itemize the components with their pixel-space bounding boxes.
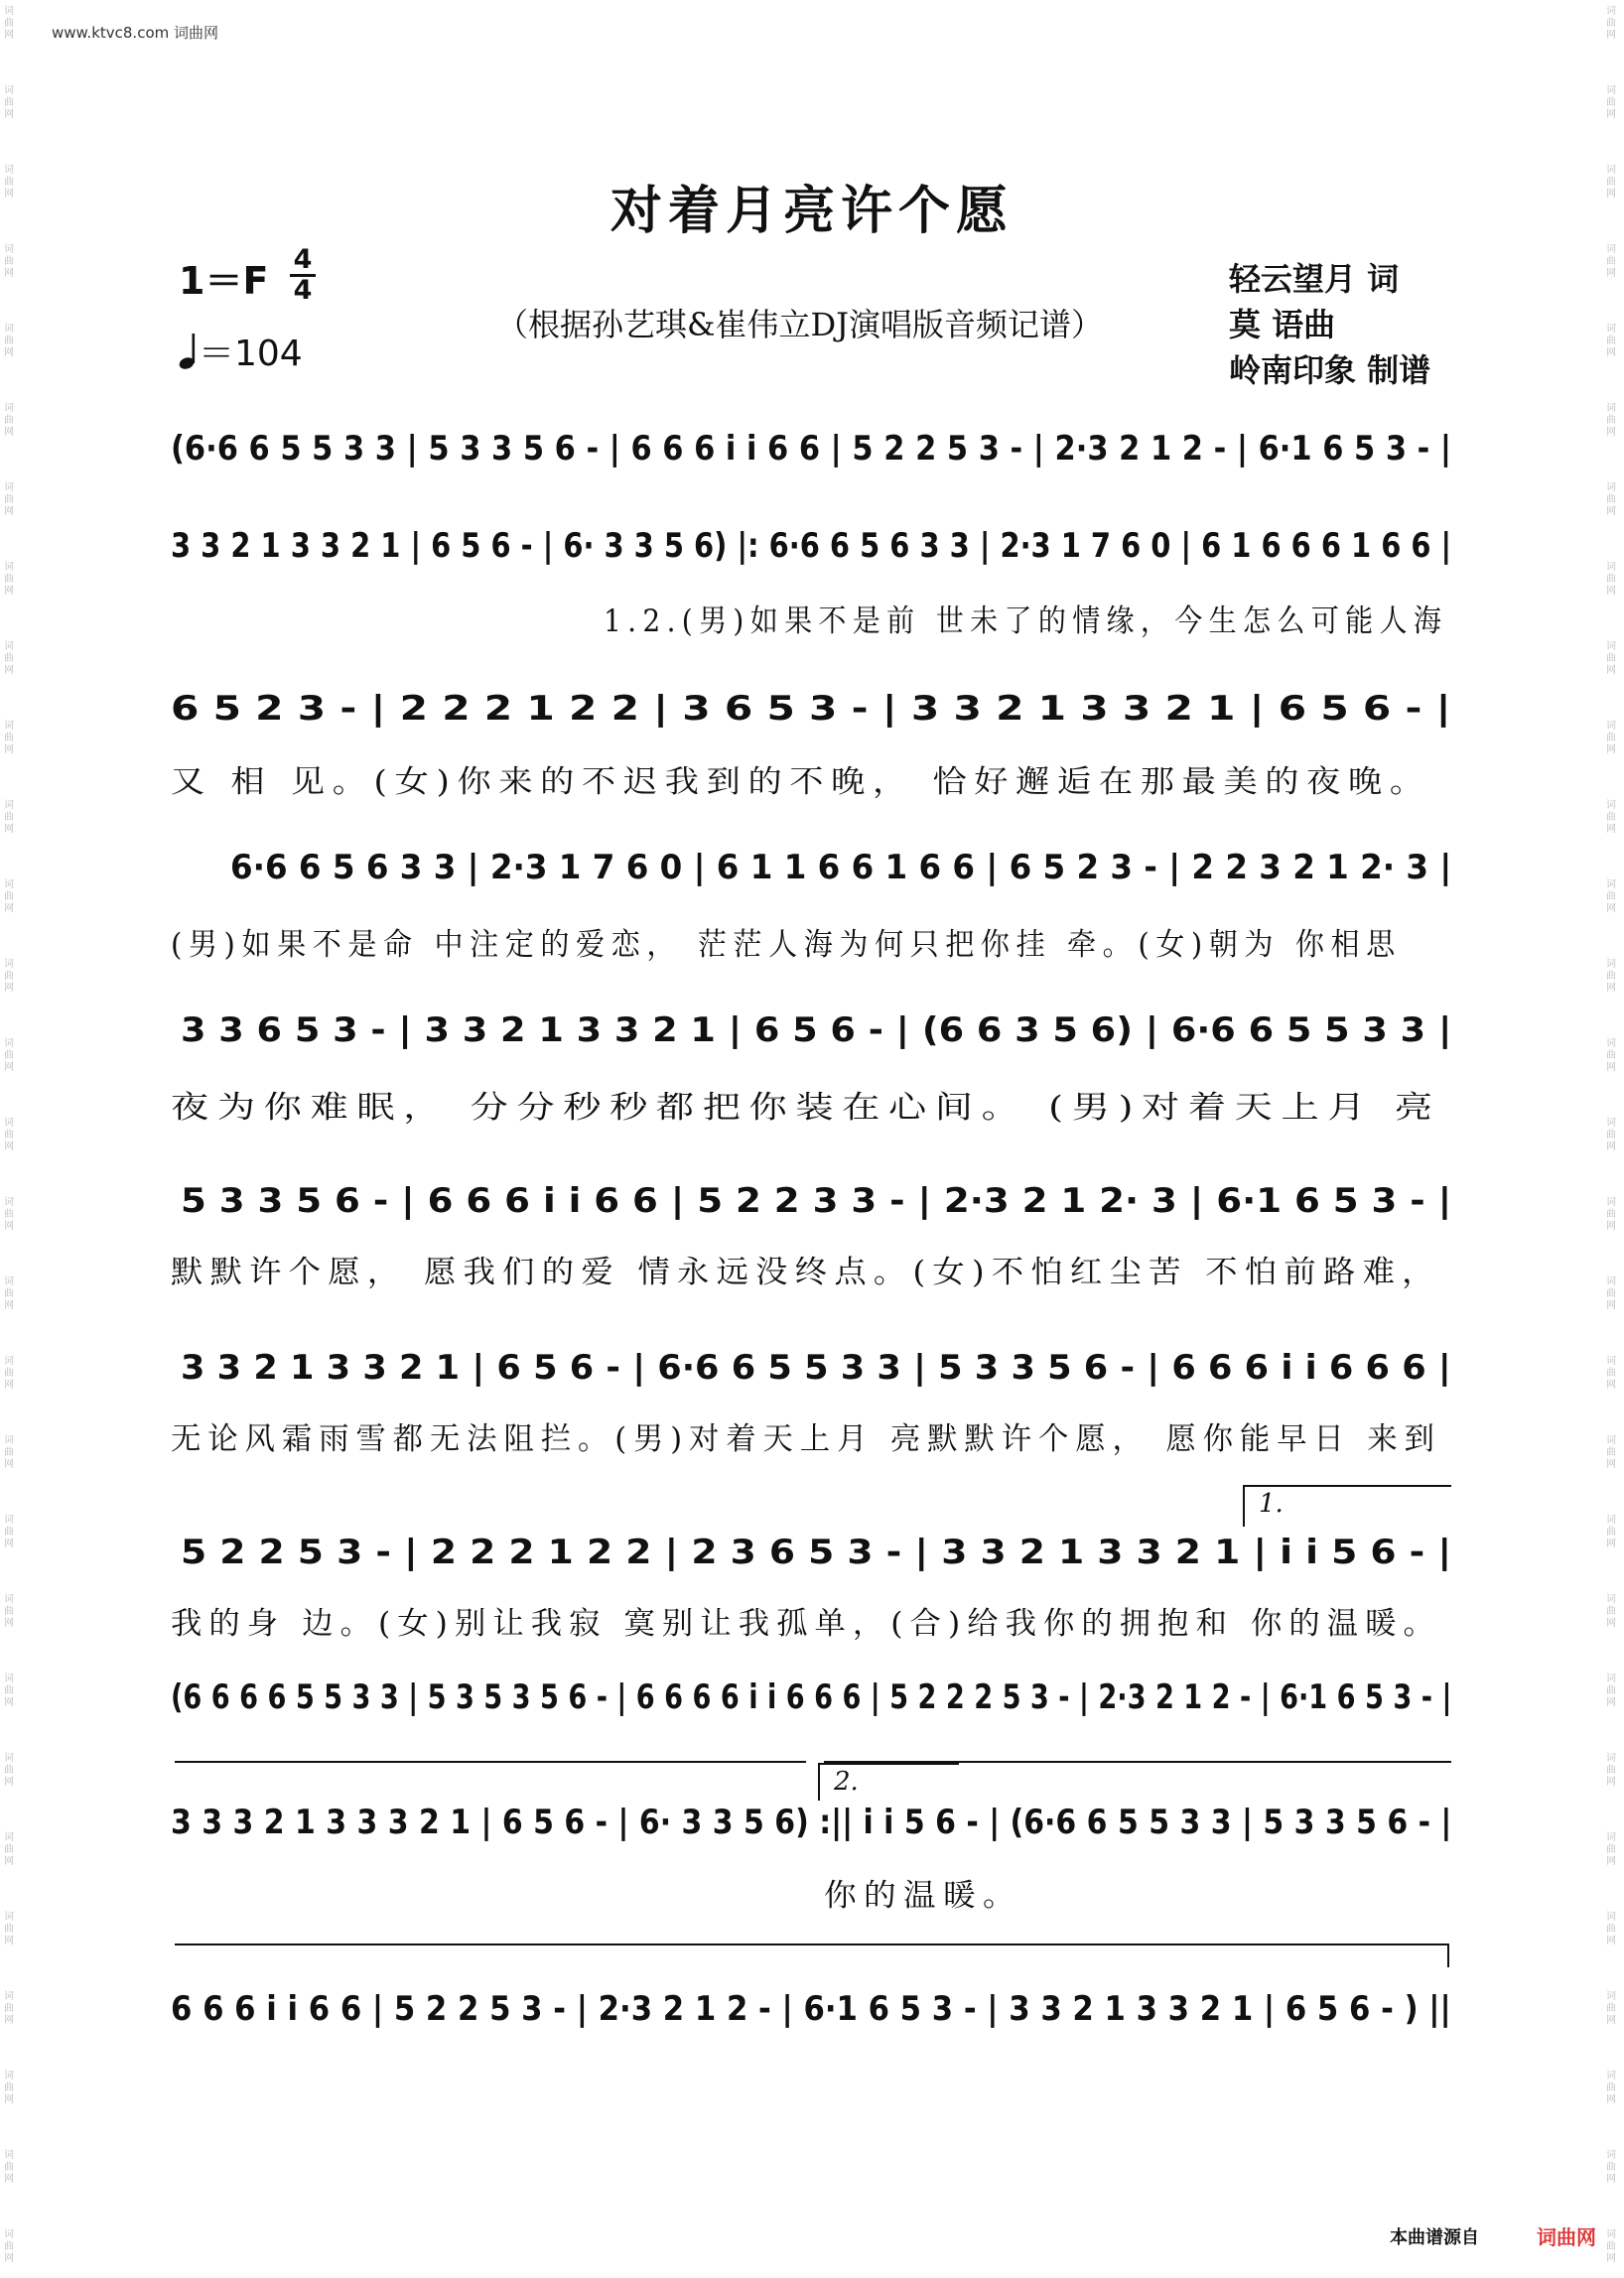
side-watermark-mark: 词曲网 (4, 800, 14, 835)
first-ending-number: 1. (1259, 1489, 1284, 1519)
side-watermark-mark: 词曲网 (1606, 1912, 1616, 1946)
side-watermark-mark: 词曲网 (4, 1594, 14, 1629)
lyric-line-6: 默默许个愿， 愿我们的爱 情永远没终点。(女)不怕红尘苦 不怕前路难， (171, 1255, 1441, 1290)
side-watermark-mark: 词曲网 (1606, 1276, 1616, 1311)
side-watermark-mark: 词曲网 (1606, 1991, 1616, 2026)
score-line-8: 5 2 2 5 3 - | 2 2 2 1 2 2 | 2 3 6 5 3 - | 3 3 2 1 3 3 2 1 | i i 5 6 - | (181, 1533, 1452, 1572)
side-watermark-mark: 词曲网 (1606, 6, 1616, 41)
side-watermark-mark: 词曲网 (4, 1991, 14, 2026)
right-watermark-strip (1602, 0, 1624, 2278)
side-watermark-mark: 词曲网 (4, 1674, 14, 1708)
side-watermark-mark: 词曲网 (4, 85, 14, 120)
lyric-line-7: 无论风霜雨雪都无法阻拦。(男)对着天上月 亮默默许个愿， 愿你能早日 来到 (171, 1421, 1441, 1457)
side-watermark-mark: 词曲网 (1606, 641, 1616, 676)
side-watermark-mark: 词曲网 (4, 1515, 14, 1549)
side-watermark-mark: 词曲网 (1606, 2150, 1616, 2185)
lyric-line-8: 我的身 边。(女)别让我寂 寞别让我孤单，(合)给我你的拥抱和 你的温暖。 (171, 1606, 1441, 1642)
side-watermark-mark: 词曲网 (1606, 85, 1616, 120)
side-watermark-mark: 词曲网 (1606, 165, 1616, 200)
side-watermark-mark: 词曲网 (4, 403, 14, 438)
side-watermark-mark: 词曲网 (4, 1356, 14, 1391)
side-watermark-mark: 词曲网 (1606, 1594, 1616, 1629)
quarter-note-icon (179, 332, 199, 371)
score-line-7: 3 3 2 1 3 3 2 1 | 6 5 6 - | 6·6 6 5 5 3 3 | 5 3 3 5 6 - | 6 6 6 i i 6 6 6 | (181, 1348, 1451, 1388)
side-watermark-mark: 词曲网 (1606, 959, 1616, 994)
side-watermark-mark: 词曲网 (4, 1197, 14, 1232)
side-watermark-mark: 词曲网 (1606, 879, 1616, 914)
first-ending-extension (175, 1761, 806, 1763)
tempo-value: ＝104 (199, 334, 303, 374)
side-watermark-mark: 词曲网 (4, 879, 14, 914)
side-watermark-mark: 词曲网 (4, 1276, 14, 1311)
time-signature (288, 246, 318, 305)
key-signature: 1＝F (179, 259, 269, 303)
composer-credit: 莫 语曲 (1229, 306, 1336, 343)
score-line-2: 3 3 2 1 3 3 2 1 | 6 5 6 - | 6· 3 3 5 6) |: 6·6 6 5 6 3 3 | 2·3 1 7 6 0 | 6 1 6 6 6 1 6 6 | (171, 526, 1452, 566)
page-title: 对着月亮许个愿 (609, 181, 1014, 241)
side-watermark-mark: 词曲网 (4, 959, 14, 994)
source-note: （根据孙艺琪&崔伟立DJ演唱版音频记谱） (496, 306, 1103, 343)
second-ending-number: 2. (834, 1767, 859, 1797)
side-watermark-mark: 词曲网 (4, 482, 14, 517)
lyric-line-4: (男)如果不是命 中注定的爱恋， 茫茫人海为何只把你挂 牵。(女)朝为 你相思 (171, 927, 1402, 963)
side-watermark-mark: 词曲网 (1606, 1753, 1616, 1788)
side-watermark-mark: 词曲网 (1606, 1356, 1616, 1391)
site-watermark: www.ktvc8.com 词曲网 (52, 24, 219, 42)
side-watermark-mark: 词曲网 (4, 6, 14, 41)
lyric-line-2: 1.2.(男)如果不是前 世未了的情缘，今生怎么可能人海 (604, 603, 1448, 639)
lyricist-credit: 轻云望月 词 (1229, 260, 1400, 298)
footer-brand-link[interactable]: 词曲网 (1537, 2225, 1596, 2249)
score-line-3: 6 5 2 3 - | 2 2 2 1 2 2 | 3 6 5 3 - | 3 3 2 1 3 3 2 1 | 6 5 6 - | (171, 689, 1451, 729)
lyric-line-3: 又 相 见。(女)你来的不迟我到的不晚， 恰好邂逅在那最美的夜晚。 (171, 764, 1431, 800)
lyric-line-5: 夜为你难眠， 分分秒秒都把你装在心间。 (男)对着天上月 亮 (171, 1090, 1441, 1126)
score-line-4: 6·6 6 5 6 3 3 | 2·3 1 7 6 0 | 6 1 1 6 6 1 6 6 | 6 5 2 3 - | 2 2 3 2 1 2· 3 | (230, 848, 1452, 887)
time-signature-bottom: 4 (293, 275, 313, 306)
side-watermark-mark: 词曲网 (1606, 2071, 1616, 2105)
side-watermark-mark: 词曲网 (4, 165, 14, 200)
side-watermark-mark: 词曲网 (1606, 482, 1616, 517)
side-watermark-mark: 词曲网 (1606, 2229, 1616, 2264)
time-signature-top: 4 (293, 244, 313, 275)
score-line-9: (6 6 6 6 5 5 3 3 | 5 3 5 3 5 6 - | 6 6 6 6 i i 6 6 6 | 5 2 2 2 5 3 - | 2·3 2 1 2 - | 6·1 6 5 3 - | (171, 1677, 1452, 1717)
side-watermark-mark: 词曲网 (1606, 1832, 1616, 1867)
side-watermark-mark: 词曲网 (1606, 1515, 1616, 1549)
score-line-5: 3 3 6 5 3 - | 3 3 2 1 3 3 2 1 | 6 5 6 - | (6 6 3 5 6) | 6·6 6 5 5 3 3 | (181, 1010, 1452, 1050)
side-watermark-mark: 词曲网 (1606, 800, 1616, 835)
side-watermark-mark: 词曲网 (1606, 1118, 1616, 1152)
side-watermark-mark: 词曲网 (4, 1912, 14, 1946)
side-watermark-mark: 词曲网 (1606, 562, 1616, 597)
side-watermark-mark: 词曲网 (4, 1038, 14, 1073)
side-watermark-mark: 词曲网 (1606, 1038, 1616, 1073)
second-ending-bracket (818, 1763, 959, 1801)
side-watermark-mark: 词曲网 (4, 1435, 14, 1470)
side-watermark-mark: 词曲网 (1606, 244, 1616, 279)
score-line-10: 3 3 3 2 1 3 3 3 2 1 | 6 5 6 - | 6· 3 3 5 6) :|| i i 5 6 - | (6·6 6 5 5 3 3 | 5 3 3 5 6 - | (171, 1803, 1452, 1842)
first-ending-bracket (1243, 1485, 1451, 1527)
side-watermark-mark: 词曲网 (1606, 1197, 1616, 1232)
side-watermark-mark: 词曲网 (4, 1118, 14, 1152)
side-watermark-mark: 词曲网 (4, 562, 14, 597)
score-line-6: 5 3 3 5 6 - | 6 6 6 i i 6 6 | 5 2 2 3 3 - | 2·3 2 1 2· 3 | 6·1 6 5 3 - | (181, 1181, 1452, 1221)
side-watermark-mark: 词曲网 (4, 244, 14, 279)
side-watermark-mark: 词曲网 (1606, 324, 1616, 358)
lyric-line-10: 你的温暖。 (824, 1878, 1022, 1914)
side-watermark-mark: 词曲网 (4, 1832, 14, 1867)
side-watermark-mark: 词曲网 (1606, 1674, 1616, 1708)
left-watermark-strip (0, 0, 22, 2278)
side-watermark-mark: 词曲网 (4, 641, 14, 676)
side-watermark-mark: 词曲网 (4, 2229, 14, 2264)
side-watermark-mark: 词曲网 (4, 1753, 14, 1788)
side-watermark-mark: 词曲网 (4, 324, 14, 358)
arranger-credit: 岭南印象 制谱 (1229, 351, 1431, 389)
side-watermark-mark: 词曲网 (4, 2150, 14, 2185)
footer-source: 本曲谱源自 (1390, 2227, 1479, 2248)
side-watermark-mark: 词曲网 (1606, 403, 1616, 438)
coda-bracket-line (175, 1943, 1449, 1945)
side-watermark-mark: 词曲网 (4, 2071, 14, 2105)
side-watermark-mark: 词曲网 (4, 721, 14, 755)
score-line-11: 6 6 6 i i 6 6 | 5 2 2 5 3 - | 2·3 2 1 2 - | 6·1 6 5 3 - | 3 3 2 1 3 3 2 1 | 6 5 6 - ) || (171, 1989, 1451, 2029)
side-watermark-mark: 词曲网 (1606, 1435, 1616, 1470)
tempo-marking (179, 326, 303, 376)
side-watermark-mark: 词曲网 (1606, 721, 1616, 755)
score-line-1: (6·6 6 5 5 3 3 | 5 3 3 5 6 - | 6 6 6 i i 6 6 | 5 2 2 5 3 - | 2·3 2 1 2 - | 6·1 6 5 3 - | (171, 429, 1452, 469)
coda-bracket-end (1447, 1943, 1449, 1967)
